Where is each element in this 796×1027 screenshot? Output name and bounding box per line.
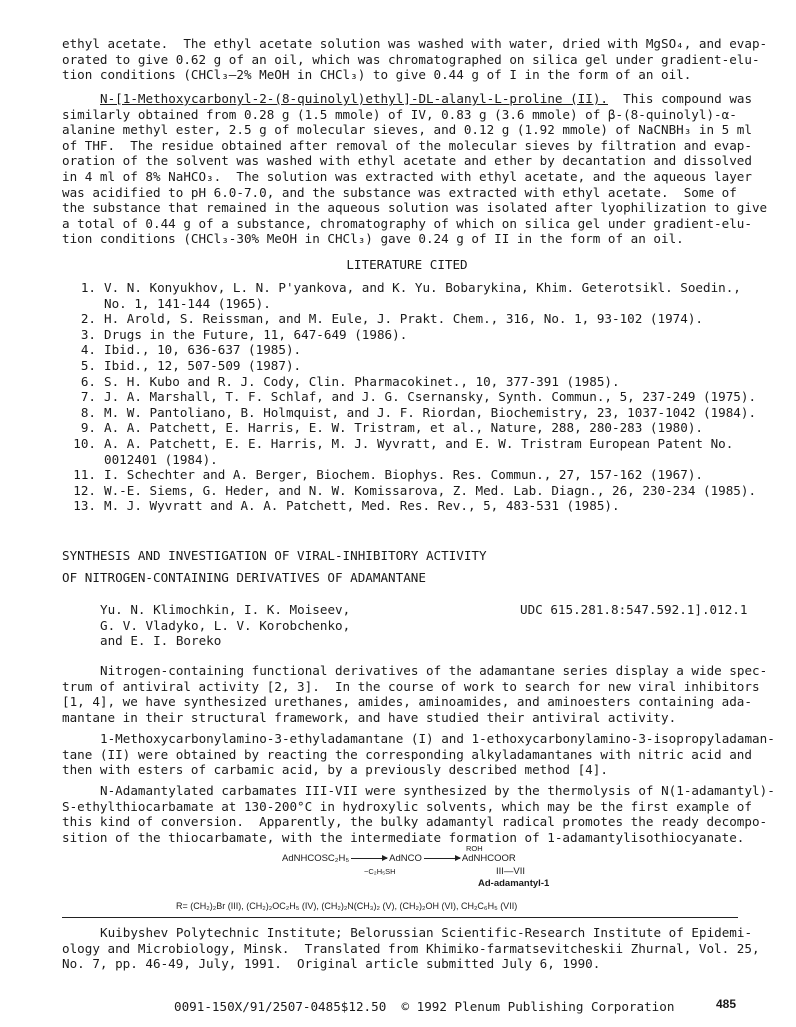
text-line: Kuibyshev Polytechnic Institute; Belorussian Scientific-Research Institute of Epidemi-	[100, 925, 753, 940]
reference-number: 1.	[80, 280, 96, 295]
reference-number: 11.	[73, 467, 96, 483]
reference-item	[58, 389, 757, 405]
text-line: was acidified to pH 6.0-7.0, and the substance was extracted with ethyl acetate. Some of	[62, 184, 737, 200]
reference-text: A. A. Patchett, E. Harris, E. W. Tristram, et al., Nature, 288, 280-283 (1980).	[104, 420, 703, 436]
text-line: S-ethylthiocarbamate at 130-200°C in hydroxylic solvents, which may be the first example of	[62, 798, 752, 814]
article-title-line: SYNTHESIS AND INVESTIGATION OF VIRAL-INHIBITORY ACTIVITY	[62, 548, 487, 563]
text-line: N-Adamantylated carbamates III-VII were synthesized by the thermolysis of N(1-adamantyl)-	[100, 783, 775, 798]
text-line: oration of the solvent was washed with ethyl acetate and ether by decantation and dissolved	[62, 153, 752, 169]
page-number: 485	[716, 997, 737, 1011]
reference-item	[58, 498, 748, 514]
reference-text-continued: No. 1, 141-144 (1965).	[104, 295, 271, 311]
article-title	[62, 548, 752, 585]
text-line: similarly obtained from 0.28 g (1.5 mmole) of IV, 0.83 g (3.6 mmole) of β-(8-quinolyl)-α-	[62, 106, 737, 122]
text-line: tion conditions (CHCl₃-30% MeOH in CHCl₃) gave 0.24 g of II in the form of an oil.	[62, 231, 684, 247]
reference-text: Drugs in the Future, 11, 647-649 (1986).	[104, 326, 408, 342]
scheme-reactant: AdNHCOSC₂H₅	[282, 853, 350, 864]
text-line: a total of 0.44 g of a substance, chromatography of which on silica gel under gradient-elu-	[62, 215, 752, 231]
text-line: mantane in their structural framework, and have studied their antiviral activity.	[62, 709, 677, 725]
reference-number: 6.	[80, 373, 96, 389]
text-line: orated to give 0.62 g of an oil, which was chromatographed on silica gel under gradient-elu-	[62, 51, 760, 67]
text-line: Nitrogen-containing functional derivatives of the adamantane series display a wide spec-	[100, 663, 768, 678]
synthesis-paragraph	[62, 731, 775, 778]
text-line: of THF. The residue obtained after removal of the molecular sieves by filtration and evap-	[62, 137, 752, 153]
text-line: [1, 4], we have synthesized urethanes, amides, aminoamides, and aminoesters containing ada-	[62, 694, 752, 710]
reference-text-continued: 0012401 (1984).	[104, 451, 218, 467]
reference-item	[58, 311, 748, 327]
text-line	[62, 91, 752, 107]
footer-copyright: 0091-150X/91/2507-0485$12.50 © 1992 Plenum Publishing Corporation	[174, 999, 675, 1014]
reference-number: 10.	[73, 435, 96, 451]
literature-heading: LITERATURE CITED	[346, 257, 468, 272]
scheme-r-definition: R= (CH₂)₂Br (III), (CH₂)₂OC₂H₅ (IV), (CH₂)₂N(CH₃)₂ (V), (CH₂)₂OH (VI), CH₂C₆H₅ (VII)	[176, 901, 518, 911]
text-line: in 4 ml of 8% NaHCO₃. The solution was extracted with ethyl acetate, and the aqueous layer	[62, 168, 752, 184]
carbamate-paragraph	[62, 783, 775, 845]
author-line: G. V. Vladyko, L. V. Korobchenko,	[100, 617, 351, 633]
scheme-product-label: III—VII	[496, 866, 526, 877]
reference-number: 9.	[80, 420, 96, 436]
reference-number: 2.	[80, 311, 96, 327]
scheme-arrow1-label: −C₂H₅SH	[364, 867, 396, 876]
reference-text: J. A. Marshall, T. F. Schlaf, and J. G. Csernansky, Synth. Commun., 5, 237-249 (1975).	[104, 389, 757, 405]
reference-number: 7.	[80, 389, 96, 405]
reference-number: 12.	[73, 482, 96, 498]
text-line: tane (II) were obtained by reacting the corresponding alkyladamantanes with nitric acid and	[62, 746, 752, 762]
reference-number: 8.	[80, 404, 96, 420]
text-line: tion conditions (CHCl₃–2% MeOH in CHCl₃) to give 0.44 g of I in the form of an oil.	[62, 67, 692, 83]
reference-text: A. A. Patchett, E. E. Harris, M. J. Wyvratt, and E. W. Tristram European Patent No.	[104, 435, 734, 451]
intro-paragraph	[62, 663, 768, 725]
reference-number: 3.	[80, 326, 96, 342]
scheme-arrow2-label: ROH	[466, 844, 483, 853]
reference-text: H. Arold, S. Reissman, and M. Eule, J. Prakt. Chem., 316, No. 1, 93-102 (1974).	[104, 311, 703, 327]
reference-item	[58, 327, 748, 343]
reference-item	[58, 358, 748, 374]
article-title-line: OF NITROGEN-CONTAINING DERIVATIVES OF ADAMANTANE	[62, 569, 426, 585]
compound-ii-paragraph	[62, 91, 768, 247]
text-line: then with esters of carbamic acid, by a previously described method [4].	[62, 762, 608, 778]
affiliation-footnote	[62, 925, 760, 972]
reference-list	[58, 280, 757, 514]
authors	[100, 602, 500, 649]
text-line: 1-Methoxycarbonylamino-3-ethyladamantane (I) and 1-ethoxycarbonylamino-3-isopropyladaman-	[100, 731, 775, 746]
reference-item	[58, 420, 748, 436]
reference-number: 5.	[80, 357, 96, 373]
reference-text: M. J. Wyvratt and A. A. Patchett, Med. Res. Rev., 5, 483-531 (1985).	[104, 498, 620, 514]
author-line: and E. I. Boreko	[100, 633, 222, 649]
scheme-product: AdNHCOOR	[461, 853, 516, 864]
reference-item	[58, 436, 748, 452]
text-line: alanine methyl ester, 2.5 g of molecular sieves, and 0.12 g (1.92 mmole) of NaCNBH₃ in 5 ml	[62, 122, 752, 138]
text-line: trum of antiviral activity [2, 3]. In the course of work to search for new viral inhibitors	[62, 678, 760, 694]
reference-text: M. W. Pantoliano, B. Holmquist, and J. F. Riordan, Biochemistry, 23, 1037-1042 (1984).	[104, 404, 757, 420]
udc-code: UDC 615.281.8:547.592.1].012.1	[520, 602, 748, 617]
reference-item	[58, 482, 757, 499]
reference-item	[58, 342, 748, 358]
reference-text: W.-E. Siems, G. Heder, and N. W. Komissarova, Z. Med. Lab. Diagn., 26, 230-234 (1985).	[104, 482, 757, 498]
footnote-divider	[62, 917, 738, 918]
reference-text: I. Schechter and A. Berger, Biochem. Biophys. Res. Commun., 27, 157-162 (1967).	[104, 467, 703, 483]
scheme-intermediate: AdNCO	[389, 853, 422, 864]
text-line: sition of the thiocarbamate, with the intermediate formation of 1-adamantylisothiocyanate.	[62, 829, 745, 845]
reference-item	[58, 374, 748, 390]
reference-text: Ibid., 12, 507-509 (1987).	[104, 357, 302, 373]
text-line: this kind of conversion. Apparently, the bulky adamantyl radical promotes the ready decompo-	[62, 814, 768, 830]
continuation-paragraph	[62, 36, 768, 83]
scheme-ad-label: Ad-adamantyl-1	[478, 878, 550, 889]
reference-number: 13.	[73, 498, 96, 514]
text-line: the substance that remained in the aqueous solution was isolated after lyophilization to give	[62, 200, 768, 216]
text-line: ology and Microbiology, Minsk. Translated from Khimiko-farmatsevitcheskii Zhurnal, Vol. 25,	[62, 940, 760, 956]
reference-item	[58, 280, 748, 296]
text-line: ethyl acetate. The ethyl acetate solution was washed with water, dried with MgSO₄, and evap-	[62, 36, 768, 51]
reference-text: S. H. Kubo and R. J. Cody, Clin. Pharmacokinet., 10, 377-391 (1985).	[104, 373, 620, 389]
reference-text: Ibid., 10, 636-637 (1985).	[104, 342, 302, 358]
text-line: No. 7, pp. 46-49, July, 1991. Original article submitted July 6, 1990.	[62, 956, 601, 972]
reference-number: 4.	[80, 342, 96, 358]
reference-item	[58, 404, 757, 421]
compound-ii-title: N-[1-Methoxycarbonyl-2-(8-quinolyl)ethyl]-DL-alanyl-L-proline (II).	[100, 91, 608, 106]
compound-ii-first-line: This compound was	[608, 91, 753, 106]
reaction-arrow-icon	[351, 858, 387, 859]
author-line: Yu. N. Klimochkin, I. K. Moiseev,	[100, 602, 351, 617]
scheme-main-row	[282, 853, 516, 864]
reference-text: V. N. Konyukhov, L. N. P'yankova, and K. Yu. Bobarykina, Khim. Geterotsikl. Soedin.,	[104, 280, 741, 295]
reaction-arrow-icon	[424, 858, 460, 859]
reference-item	[58, 467, 748, 483]
